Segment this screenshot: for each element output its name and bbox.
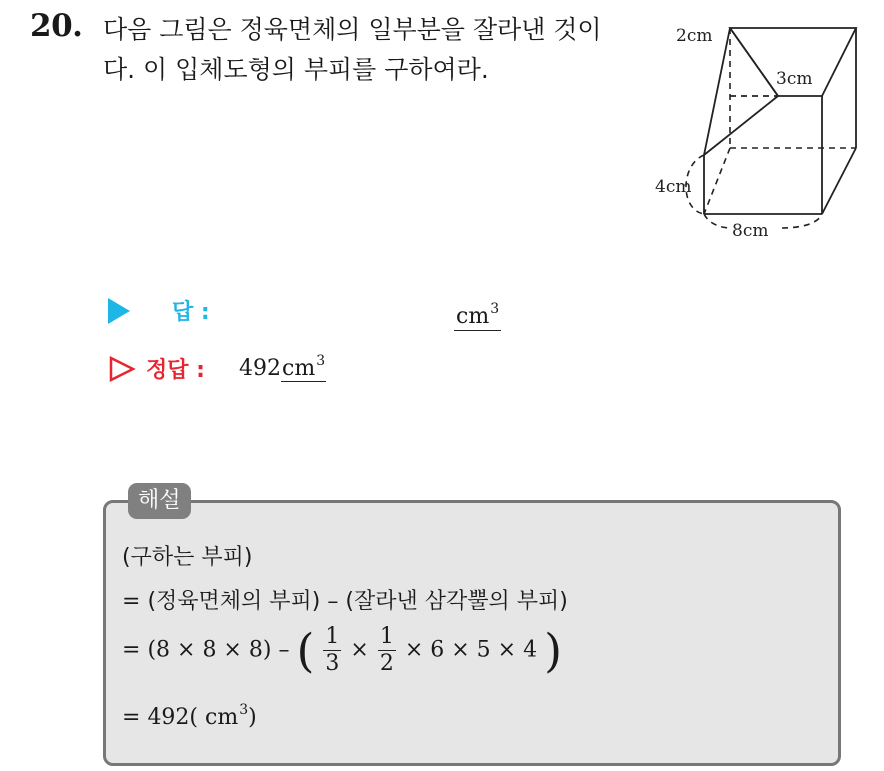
- label-4cm: 4cm: [655, 177, 692, 197]
- dim-arc-bottom-left: [704, 214, 730, 228]
- label-2cm: 2cm: [676, 26, 713, 46]
- question-number: 20.: [30, 8, 83, 44]
- minus-sign: –: [278, 637, 290, 663]
- final-close-paren: ): [248, 705, 257, 730]
- minus-sign: –: [327, 589, 339, 614]
- play-icon: [108, 298, 130, 324]
- equals-sign: =: [122, 637, 141, 663]
- answer-row: [108, 296, 528, 329]
- cube-volume-term: (정육면체의 부피): [147, 589, 321, 614]
- question-line-2: 다. 이 입체도형의 부피를 구하여라.: [103, 55, 489, 84]
- pyramid-product: × 6 × 5 × 4: [404, 637, 538, 663]
- edge-bottom-right: [822, 148, 856, 214]
- frac-numerator: 1: [379, 624, 394, 649]
- edge-slant-left: [704, 28, 730, 155]
- answer-unit: [454, 296, 501, 331]
- right-paren: ): [544, 623, 563, 678]
- final-exp: 3: [239, 702, 249, 718]
- answer-unit-exp: 3: [490, 301, 500, 317]
- correct-label: 정답 :: [146, 358, 205, 383]
- fraction-one-half: [378, 624, 396, 677]
- solution-line-4: [122, 702, 257, 730]
- correct-unit: [281, 353, 326, 382]
- solution-line-3: [122, 624, 562, 677]
- dim-arc-bottom-right: [782, 214, 822, 228]
- correct-unit-text: cm: [282, 356, 316, 381]
- solution-line-1: (구하는 부피): [122, 545, 253, 570]
- question-line-1: 다음 그림은 정육면체의 일부분을 잘라낸 것이: [103, 15, 602, 44]
- equals-sign: =: [122, 705, 141, 730]
- correct-answer-row: [108, 353, 508, 389]
- hidden-edge-diag: [704, 148, 730, 214]
- times-sign: ×: [350, 637, 369, 663]
- solution-line-2: [122, 584, 568, 615]
- outline-triangle-icon: [108, 355, 136, 383]
- correct-number: 492: [239, 356, 281, 381]
- final-value: 492( cm: [147, 705, 239, 730]
- frac-denominator: 2: [379, 651, 394, 676]
- label-8cm: 8cm: [732, 221, 769, 241]
- frac-numerator: 1: [325, 624, 340, 649]
- left-paren: (: [296, 623, 315, 678]
- correct-value: [239, 353, 326, 381]
- correct-unit-exp: 3: [316, 353, 326, 369]
- cube-product: (8 × 8 × 8): [147, 637, 272, 663]
- fraction-one-third: [323, 624, 341, 677]
- answer-unit-text: cm: [456, 304, 490, 329]
- frac-denominator: 3: [325, 651, 340, 676]
- question-text: [103, 10, 633, 90]
- front-right-edges: [778, 96, 822, 214]
- pyramid-volume-term: (잘라낸 삼각뿔의 부피): [345, 589, 568, 614]
- equals-sign: =: [122, 589, 141, 614]
- cut-cube-figure: [640, 0, 870, 245]
- solution-tag: 해설: [128, 483, 191, 519]
- label-3cm: 3cm: [776, 69, 813, 89]
- answer-label: 답 :: [172, 300, 210, 325]
- edge-top-diag: [730, 28, 778, 96]
